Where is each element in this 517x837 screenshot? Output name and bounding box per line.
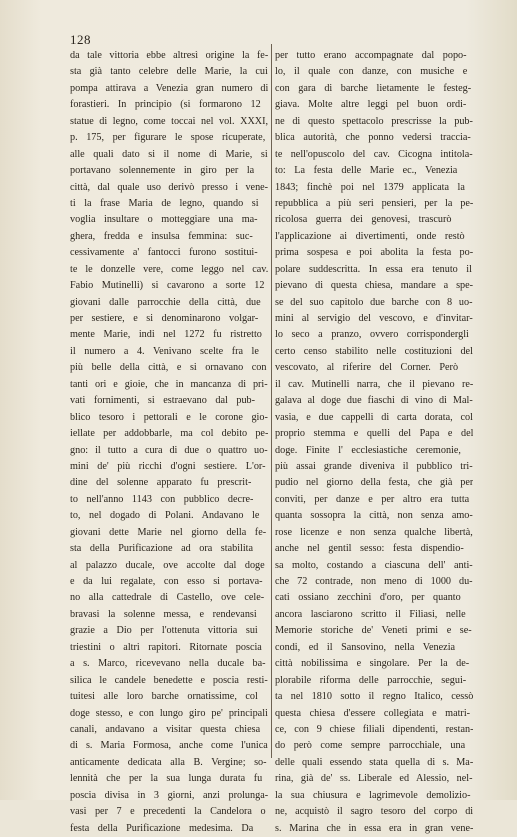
text-line: giovani dalle parrocchie della città, due	[70, 296, 261, 308]
text-line: per sestiere, e si denominarono volgar-	[70, 313, 259, 324]
text-line: ti la frase Maria de legno, quando si	[70, 197, 259, 209]
text-line: anche nel gentil sesso: festa dispendio-	[275, 543, 464, 555]
text-line: blica autorità, che ponno vedersi traccia-	[275, 132, 471, 144]
page-number: 128	[70, 32, 91, 47]
text-line: con gara di barche lietamente le festeg-	[275, 82, 472, 94]
text-line: iellate per addobbarle, ma col debito pe-	[70, 428, 268, 440]
text-line: conviti, per danze e per altro era tutta	[275, 493, 470, 505]
text-line: ne di questo spettacolo prescrisse la pub-	[275, 115, 473, 127]
text-line: se del suo capitolo due barche con 8 uo-	[275, 296, 473, 308]
text-line: il cav. Mutinelli narra, che il pievano re-	[275, 378, 473, 390]
text-line: repubblica a più seri pensieri, per la pe-	[275, 197, 473, 209]
text-line: vasi per 7 e precedenti la Candelora o	[70, 806, 266, 818]
text-line: mente Marie, indi nel 1272 fu ristretto	[70, 329, 262, 341]
text-line: sa molto, costando a ciascuna dell' anti-	[275, 559, 473, 571]
text-line: quanta sossopra la città, non senza amo-	[275, 510, 473, 522]
text-line: tanti ori e gioie, che in mancanza di pri-	[70, 378, 268, 390]
right-text-column	[275, 48, 473, 837]
text-line: pudio nel giorno della festa, che già per	[275, 477, 473, 489]
text-line: forastieri. In principio (si formarono 12	[70, 99, 261, 111]
text-line: p. 175, per figurare le spose ricuperate,	[70, 132, 266, 144]
text-line: da tale vittoria ebbe altresì origine la fe-	[70, 50, 268, 61]
text-line: doge stesso, e con lungo giro pe' principali	[70, 707, 268, 719]
text-line: te nell'opuscolo del cav. Cicogna intitola-	[275, 148, 473, 160]
left-text-column	[70, 48, 268, 837]
column-divider	[271, 44, 272, 758]
text-line: festa della Purificazione medesima. Da	[70, 822, 254, 834]
text-line: s. Marina che in essa era in gran vene-	[275, 822, 473, 834]
text-line: pievano di questa chiesa, mandare a spe-	[275, 280, 473, 292]
text-line: proprio stemma e quelli del Papa e del	[275, 428, 473, 440]
text-line: plorabile riforma delle parrocchie, segui-	[275, 674, 467, 686]
text-line: più assai grande diveniva il pubblico tri-	[275, 460, 473, 472]
text-line: questa chiesa d'essere collegiata e matri-	[275, 707, 471, 719]
text-line: ghera, fredda e insulsa femmina: suc-	[70, 230, 253, 242]
text-line: lo seco a pranzo, ovvero corrispondergli	[275, 329, 469, 341]
text-line: portavano solennemente in giro per la	[70, 165, 255, 177]
text-line: rina, già de' ss. Liberale ed Alessio, nel-	[275, 773, 473, 785]
text-line: lo, il quale con danze, con musiche e	[275, 66, 468, 78]
text-line: statue di legno, come toccai nel vol. XXXI,	[70, 115, 268, 127]
text-line: a s. Marco, ricevevano nella ducale ba-	[70, 658, 266, 670]
text-line: gno: il tutto a cura di due o quattro uo-	[70, 444, 268, 456]
text-line: 1843; finchè poi nel 1379 applicata la	[275, 181, 465, 193]
text-line: te le donzelle vere, come leggo nel cav.	[70, 263, 268, 275]
text-line: città, dal quale uso derivò presso i vene-	[70, 181, 268, 193]
text-line: che 72 contrade, non meno di 1000 du-	[275, 576, 473, 587]
text-line: galava al doge due fiaschi di vino di Mal-	[275, 395, 473, 407]
text-line: polare suddescritta. In essa era tenuto il	[275, 263, 472, 275]
text-line: bravasi la solenne messa, e rendevansi	[70, 608, 257, 620]
text-line: Memorie storiche de' Veneti primi e se-	[275, 625, 472, 637]
text-line: pompa attirava a Venezia gran numero di	[70, 82, 268, 94]
text-line: lennità che per la sua lunga durata fu	[70, 773, 263, 785]
text-line: Fabio Mutinelli) si cavarono a sorte 12	[70, 280, 265, 292]
text-line: doge. Finite l' ecclesiastiche ceremonie,	[275, 444, 461, 456]
text-line: cati ossiano zecchini d'oro, per quanto	[275, 592, 461, 604]
text-line: blico tesoro i pettorali e le corone gio-	[70, 411, 268, 423]
text-line: città nobilissima e singolare. Per la de-	[275, 658, 470, 670]
text-line: più belle della città, e si ornavano con	[70, 362, 267, 374]
text-line: mini de' più ricchi d'ogni sestiere. L'or-	[70, 460, 266, 472]
text-line: to, nel dogado di Polani. Andavano le	[70, 510, 260, 522]
text-line: mini al servigio del vescovo, e d'invitar-	[275, 313, 473, 324]
text-line: la sua chiusura e lagrimevole demolizio-	[275, 789, 471, 801]
text-line: to: La festa delle Marie ec., Venezia	[275, 165, 458, 177]
text-line: triestini o altri rapitori. Ritornate poscia	[70, 641, 262, 653]
text-line: prima sospesa e poi abolita la festa po-	[275, 247, 473, 259]
text-line: l'applicazione ai divertimenti, onde restò	[275, 230, 465, 242]
text-line: tuitesi alle loro barche ornatissime, col	[70, 691, 258, 703]
text-line: ce, con 9 chiese filiali dipendenti, restan-	[275, 723, 473, 735]
text-line: di s. Maria Formosa, anche come l'unica	[70, 740, 268, 752]
text-line: anticamente dedicata alla B. Vergine; so-	[70, 756, 267, 768]
text-line: il numero a 4. Venivano scelte fra le	[70, 345, 259, 357]
text-line: dine del solenne apparato fu prescrit-	[70, 477, 252, 489]
text-line: cessivamente a' fantocci furono sostitui-	[70, 247, 258, 259]
text-line: sta già tanto celebre delle Marie, la cui	[70, 66, 268, 78]
text-line: giava. Molte altre leggi pel buon ordi-	[275, 99, 467, 111]
text-line: vescovato, al riferire del Corner. Però	[275, 362, 459, 374]
text-line: grazie a Dio per l'ottenuta vittoria sui	[70, 625, 258, 637]
text-line: condi, ed il Sansovino, nella Venezia	[275, 641, 456, 653]
text-line: no alla cattedrale di Castello, ove cele-	[70, 592, 265, 604]
text-line: e da lui regalate, con esso si portava-	[70, 576, 263, 587]
text-line: rose licenze e non senza qualche libertà,	[275, 526, 473, 538]
text-line: to nell'anno 1143 con pubblico decre-	[70, 493, 254, 505]
text-line: vasia, e due cappelli di carta dorata, col	[275, 411, 473, 423]
text-line: ancora lasciarono scritto il Filiasi, nelle	[275, 608, 466, 620]
text-line: do però come sempre parrocchiale, una	[275, 740, 466, 752]
text-line: canali, andavano a visitar questa chiesa	[70, 723, 261, 735]
text-line: al palazzo ducale, ove accolte dal doge	[70, 559, 265, 571]
text-line: sta della Purificazione ad ora stabilita	[70, 543, 254, 555]
text-line: giovani dette Marie nel giorno della fe-	[70, 526, 267, 538]
text-line: alle quali dato si il nome di Marie, si	[70, 148, 268, 160]
text-line: certo censo stabilito nelle costituzioni del	[275, 345, 473, 357]
text-line: voglia insultare o motteggiare una ma-	[70, 214, 258, 226]
text-line: ta nel 1810 sotto il regno Italico, cessò	[275, 691, 473, 703]
text-line: vati fornimenti, si estraevano dal pub-	[70, 395, 256, 407]
text-line: ricolosa guerra dei genovesi, trascurò	[275, 214, 452, 226]
text-line: silica le candele benedette e poscia resti-	[70, 674, 268, 686]
text-line: per tutto erano accompagnate dal popo-	[275, 50, 467, 61]
text-line: ne, acquistò il sagro tesoro del corpo di	[275, 806, 473, 818]
text-line: poscia divisa in 3 giorni, anzi prolunga-	[70, 789, 268, 801]
text-line: delle quali essendo stata quella di s. Ma-	[275, 756, 473, 768]
